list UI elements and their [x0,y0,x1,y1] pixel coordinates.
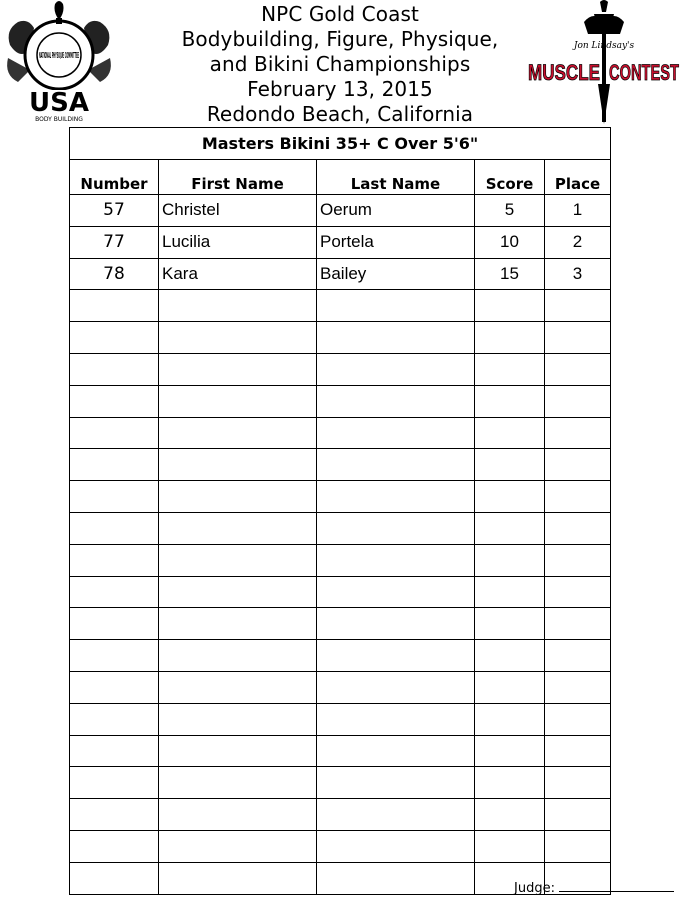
cell-place: 3 [545,258,611,290]
cell-place [545,576,611,608]
cell-score [475,799,545,831]
npc-usa-logo [0,0,118,124]
cell-place [545,544,611,576]
cell-place [545,767,611,799]
cell-number [70,862,159,894]
cell-place [545,830,611,862]
table-row [70,353,611,385]
cell-place [545,449,611,481]
cell-score [475,767,545,799]
cell-score [475,322,545,354]
cell-last-name [317,544,475,576]
cell-first-name [159,640,317,672]
table-row [70,385,611,417]
cell-score: 15 [475,258,545,290]
results-table [69,127,611,895]
cell-number [70,544,159,576]
table-title-row [70,128,611,160]
table-row [70,640,611,672]
table-row [70,671,611,703]
cell-score [475,671,545,703]
cell-number [70,703,159,735]
cell-last-name [317,862,475,894]
col-header-last-name: Last Name [317,160,475,195]
cell-place [545,799,611,831]
event-location: Redondo Beach, California [206,102,474,126]
cell-number: 77 [70,226,159,258]
cell-first-name [159,322,317,354]
col-header-place: Place [545,160,611,195]
cell-last-name [317,640,475,672]
logo-sub-text: BODY BUILDING [35,116,83,123]
cell-place [545,512,611,544]
cell-score [475,640,545,672]
cell-place [545,640,611,672]
cell-first-name [159,417,317,449]
table-header-row [70,160,611,195]
cell-number [70,290,159,322]
cell-score [475,703,545,735]
cell-last-name [317,290,475,322]
cell-first-name [159,608,317,640]
table-row [70,576,611,608]
table-row [70,449,611,481]
cell-first-name [159,481,317,513]
event-divisions: Bodybuilding, Figure, Physique, [181,27,499,51]
cell-place: 1 [545,195,611,227]
table-row [70,226,611,258]
cell-first-name [159,862,317,894]
cell-number [70,640,159,672]
logo-muscle-text: MUSCLE [528,60,600,85]
table-row [70,799,611,831]
cell-number [70,735,159,767]
cell-first-name [159,703,317,735]
cell-last-name [317,481,475,513]
cell-place [545,481,611,513]
cell-last-name: Portela [317,226,475,258]
muscle-contest-logo [524,0,681,126]
table-row [70,830,611,862]
cell-score [475,544,545,576]
cell-last-name [317,735,475,767]
table-row [70,258,611,290]
judge-signature [514,879,674,896]
cell-place [545,608,611,640]
cell-first-name [159,735,317,767]
cell-score: 10 [475,226,545,258]
cell-last-name [317,767,475,799]
cell-score: 5 [475,195,545,227]
cell-last-name [317,322,475,354]
cell-first-name [159,449,317,481]
cell-number [70,767,159,799]
cell-number [70,671,159,703]
judge-label: Judge: [514,881,555,896]
col-header-score: Score [475,160,545,195]
class-title: Masters Bikini 35+ C Over 5'6" [70,128,611,160]
cell-first-name [159,544,317,576]
cell-number [70,385,159,417]
cell-number [70,576,159,608]
cell-number [70,322,159,354]
logo-script-text: Jon Lindsay's [573,41,635,51]
cell-last-name [317,385,475,417]
cell-first-name: Lucilia [159,226,317,258]
table-row [70,703,611,735]
table-body [70,195,611,895]
cell-place [545,417,611,449]
table-row [70,290,611,322]
cell-first-name: Kara [159,258,317,290]
cell-place [545,671,611,703]
cell-number [70,353,159,385]
cell-last-name [317,671,475,703]
cell-first-name [159,290,317,322]
cell-score [475,417,545,449]
cell-last-name: Oerum [317,195,475,227]
cell-first-name [159,385,317,417]
cell-score [475,608,545,640]
cell-number [70,449,159,481]
cell-score [475,576,545,608]
table-row [70,512,611,544]
cell-place [545,385,611,417]
cell-score [475,353,545,385]
table-row [70,322,611,354]
cell-score [475,290,545,322]
logo-ring-text: NATIONAL PHYSIQUE COMMITTEE [39,51,79,60]
cell-place: 2 [545,226,611,258]
cell-score [475,512,545,544]
cell-last-name [317,512,475,544]
cell-last-name [317,449,475,481]
cell-number [70,512,159,544]
cell-last-name [317,830,475,862]
cell-first-name [159,353,317,385]
cell-last-name [317,799,475,831]
table-row [70,735,611,767]
cell-score [475,449,545,481]
cell-number: 78 [70,258,159,290]
table-row [70,608,611,640]
cell-last-name [317,703,475,735]
cell-first-name [159,799,317,831]
results-table-container [69,127,610,895]
cell-first-name [159,512,317,544]
cell-place [545,353,611,385]
cell-last-name [317,608,475,640]
judge-signature-line [559,879,674,892]
cell-score [475,830,545,862]
cell-first-name [159,576,317,608]
cell-last-name: Bailey [317,258,475,290]
cell-number [70,417,159,449]
cell-score [475,735,545,767]
col-header-number: Number [70,160,159,195]
cell-last-name [317,353,475,385]
cell-number [70,608,159,640]
cell-place [545,703,611,735]
table-row [70,544,611,576]
cell-last-name [317,576,475,608]
cell-number: 57 [70,195,159,227]
cell-number [70,799,159,831]
cell-place [545,735,611,767]
cell-last-name [317,417,475,449]
cell-first-name [159,767,317,799]
cell-number [70,830,159,862]
cell-first-name [159,671,317,703]
table-row [70,767,611,799]
event-date: February 13, 2015 [247,77,433,101]
event-header [120,2,560,127]
logo-contest-text: CONTEST [609,60,680,85]
cell-score [475,385,545,417]
col-header-first-name: First Name [159,160,317,195]
cell-place [545,322,611,354]
cell-first-name: Christel [159,195,317,227]
cell-number [70,481,159,513]
table-row [70,195,611,227]
event-name: NPC Gold Coast [261,2,419,26]
table-row [70,481,611,513]
cell-score [475,481,545,513]
cell-first-name [159,830,317,862]
event-divisions-cont: and Bikini Championships [209,52,471,76]
cell-place [545,290,611,322]
logo-usa-text: USA [29,88,89,118]
table-row [70,417,611,449]
